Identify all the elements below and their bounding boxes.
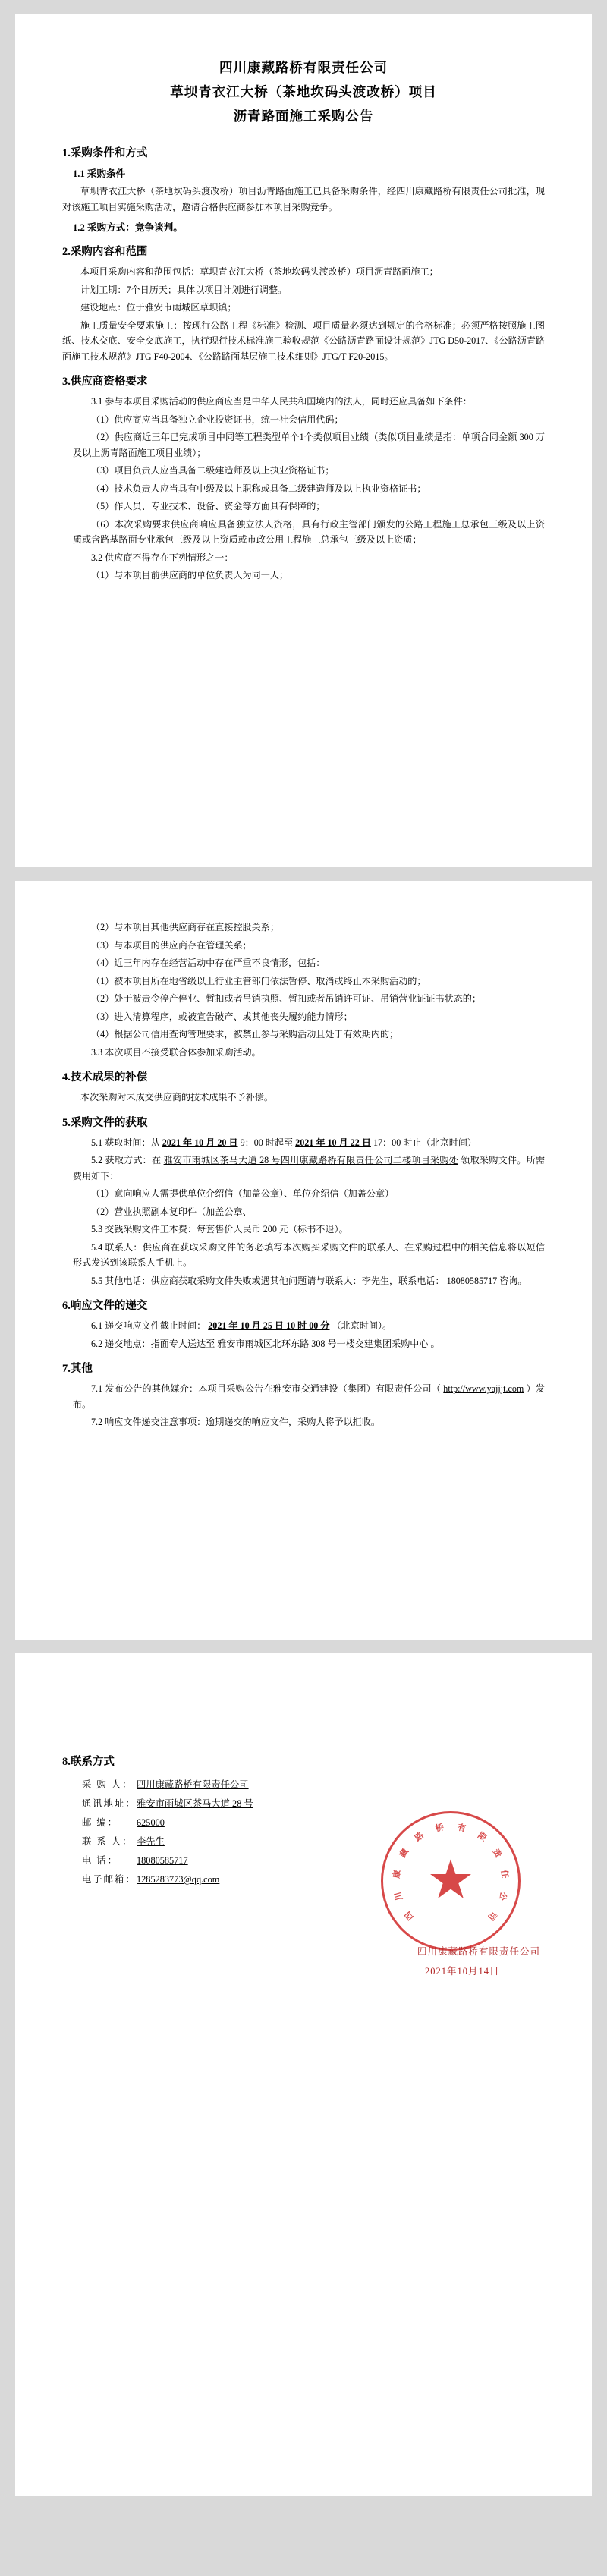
paragraph-2-2: 计划工期：7个日历天；具体以项目计划进行调整。 bbox=[80, 284, 288, 295]
document-page-3 bbox=[15, 1653, 592, 2496]
contact-row-purchaser bbox=[82, 1776, 545, 1794]
paragraph-6-1 bbox=[62, 1318, 545, 1334]
contact-value-purchaser: 四川康藏路桥有限责任公司 bbox=[137, 1779, 249, 1790]
document-page-1 bbox=[15, 14, 592, 867]
subsection-1-2: 1.2 采购方式：竞争谈判。 bbox=[73, 222, 183, 233]
paragraph-3-7: （6）本次采购要求供应商响应具备独立法人资格，具有行政主管部门颁发的公路工程施工总承包三级及以上资质或含路基路面专业承包三级及以上资质或市政公用工程施工总承包三级及以上资质； bbox=[73, 518, 545, 545]
paragraph-5-3: （1）意向响应人需提供单位介绍信（加盖公章）、单位介绍信（加盖公章） bbox=[91, 1188, 395, 1199]
contact-value-phone: 18080585717 bbox=[137, 1855, 188, 1866]
section-heading-8: 8.联系方式 bbox=[62, 1756, 115, 1768]
paragraph-3-4: （3）项目负责人应当具备二级建造师及以上执业资格证书； bbox=[91, 465, 335, 476]
seal-company-line: 四川康藏路桥有限责任公司 bbox=[417, 1946, 541, 1957]
contact-key-postcode: 邮 编： bbox=[82, 1817, 118, 1828]
contact-key-person: 联 系 人： bbox=[82, 1836, 134, 1847]
paragraph-3-14: （2）处于被责令停产停业、暂扣或者吊销执照、暂扣或者吊销许可证、吊销营业证证书状态的； bbox=[91, 993, 481, 1004]
递交截止-prefix: 6.1 递交响应文件截止时间： bbox=[91, 1320, 206, 1331]
发布媒介-url[interactable]: http://www.yajjjt.com bbox=[443, 1383, 524, 1394]
seal-ring-text: 四 川 康 藏 路 桥 有 限 责 任 公 司 bbox=[392, 1823, 510, 1922]
paragraph-5-1 bbox=[62, 1135, 545, 1151]
paragraph-3-6: （5）作人员、专业技术、设备、资金等方面具有保障的； bbox=[91, 501, 326, 511]
paragraph-7-1 bbox=[62, 1381, 545, 1412]
section-heading-7: 7.其他 bbox=[62, 1363, 93, 1375]
获取方式-suffix: 领取采购文件。所需费用如下： bbox=[73, 1155, 545, 1181]
paragraph-3-12: （4）近三年内存在经营活动中存在严重不良情形，包括： bbox=[91, 958, 326, 968]
paragraph-3-5: （4）技术负责人应当具有中级及以上职称或具备二级建造师及以上执业资格证书； bbox=[91, 483, 426, 494]
paragraph-3-1: 3.1 参与本项目采购活动的供应商应当是中华人民共和国境内的法人，同时还应具备如下条件： bbox=[91, 396, 472, 407]
获取时间-mid2: 17：00 时止（北京时间） bbox=[373, 1137, 477, 1148]
contact-key-address: 通讯地址： bbox=[82, 1798, 137, 1809]
paragraph-5-2 bbox=[62, 1153, 545, 1184]
seal-date-line: 2021年10月14日 bbox=[425, 1966, 500, 1977]
contact-key-email: 电子邮箱： bbox=[82, 1874, 137, 1885]
paragraph-5-4: （2）营业执照副本复印件（加盖公章、 bbox=[91, 1206, 252, 1217]
paragraph-3-9: （1）与本项目前供应商的单位负责人为同一人； bbox=[91, 570, 289, 580]
paragraph-3-15: （3）进入清算程序，或被宣告破产、或其他丧失履约能力情形； bbox=[91, 1011, 353, 1022]
title-line-1: 四川康藏路桥有限责任公司 bbox=[219, 60, 388, 75]
获取方式-address: 雅安市雨城区茶马大道 28 号四川康藏路桥有限责任公司二楼项目采购处 bbox=[163, 1155, 459, 1165]
paragraph-3-2: （1）供应商应当具备独立企业投资证书，统一社会信用代码； bbox=[91, 414, 344, 425]
contact-key-purchaser: 采 购 人： bbox=[82, 1779, 134, 1790]
paragraph-2-4: 施工质量安全要求施工：按现行公路工程《标准》检测、项目质量必须达到规定的合格标准；必须严格按照施工图纸、技术交底、安全交底施工，执行现行技术标准施工验收规范《公路沥青路面设计规范》JTG D50-2017、《公路沥青路面施工技术规范》JTG F40-2004、《公路路面基层施工技术细则》JTG/T F20-2015。 bbox=[62, 319, 545, 362]
contact-section bbox=[62, 1754, 545, 1977]
section-heading-1: 1.采购条件和方式 bbox=[62, 147, 148, 159]
其他电话-prefix: 5.5 其他电话：供应商获取采购文件失败或遇其他问题请与联系人：李先生，联系电话： bbox=[91, 1275, 445, 1286]
company-seal-icon bbox=[381, 1811, 521, 1951]
paragraph-3-17: 3.3 本次项目不接受联合体参加采购活动。 bbox=[91, 1046, 261, 1058]
获取时间-start: 2021 年 10 月 20 日 bbox=[162, 1137, 238, 1148]
title-line-3: 沥青路面施工采购公告 bbox=[233, 109, 374, 124]
获取时间-end: 2021 年 10 月 22 日 bbox=[295, 1137, 371, 1148]
获取时间-prefix: 5.1 获取时间：从 bbox=[91, 1137, 160, 1148]
发布媒介-prefix: 7.1 发布公告的其他媒介：本项目采购公告在雅安市交通建设（集团）有限责任公司（ bbox=[91, 1383, 442, 1394]
其他电话-number: 18080585717 bbox=[446, 1275, 498, 1286]
contact-key-phone: 电 话： bbox=[82, 1855, 118, 1866]
paragraph-2-1: 本项目采购内容和范围包括：草坝青衣江大桥（茶地坎码头渡改桥）项目沥青路面施工； bbox=[80, 266, 439, 277]
其他电话-suffix: 咨询。 bbox=[499, 1275, 527, 1286]
contact-value-address: 雅安市雨城区茶马大道 28 号 bbox=[137, 1798, 253, 1809]
递交地点-address: 雅安市雨城区北环东路 308 号一楼交建集团采购中心 bbox=[217, 1338, 429, 1349]
contact-value-person: 李先生 bbox=[137, 1836, 165, 1847]
paragraph-3-16: （4）根据公司信用查询管理要求，被禁止参与采购活动且处于有效期内的； bbox=[91, 1029, 399, 1040]
获取时间-mid1: 9：00 时起至 bbox=[240, 1137, 294, 1148]
paragraph-1-1: 草坝青衣江大桥（茶地坎码头渡改桥）项目沥青路面施工已具备采购条件，经四川康藏路桥有限责任公司批准，现对该施工项目实施采购活动，邀请合格供应商参加本项目采购竞争。 bbox=[62, 186, 545, 212]
section-heading-5: 5.采购文件的获取 bbox=[62, 1116, 148, 1129]
递交地点-suffix: 。 bbox=[430, 1338, 440, 1349]
title-line-2: 草坝青衣江大桥（茶地坎码头渡改桥）项目 bbox=[170, 84, 437, 99]
获取方式-prefix: 5.2 获取方式：在 bbox=[91, 1155, 162, 1165]
seal-star-icon: ★ bbox=[428, 1856, 473, 1905]
paragraph-7-2: 7.2 响应文件递交注意事项：逾期递交的响应文件，采购人将予以拒收。 bbox=[91, 1417, 380, 1427]
发布媒介-suffix: ）发布。 bbox=[73, 1383, 545, 1410]
section-heading-3: 3.供应商资格要求 bbox=[62, 376, 148, 388]
paragraph-4-1: 本次采购对未成交供应商的技术成果不予补偿。 bbox=[80, 1092, 273, 1102]
document-title bbox=[62, 55, 545, 128]
paragraph-6-2 bbox=[62, 1336, 545, 1352]
paragraph-5-7 bbox=[62, 1273, 545, 1289]
paragraph-5-6: 5.4 联系人：供应商在获取采购文件的务必填写本次购买采购文件的联系人、在采购过程中的相关信息将以短信形式发送到该联系人手机上。 bbox=[73, 1241, 545, 1268]
document-page-2 bbox=[15, 881, 592, 1640]
section-heading-4: 4.技术成果的补偿 bbox=[62, 1071, 148, 1084]
subsection-1-1: 1.1 采购条件 bbox=[73, 168, 126, 179]
paragraph-3-11: （3）与本项目的供应商存在管理关系； bbox=[91, 939, 252, 951]
contact-value-email[interactable]: 1285283773@qq.com bbox=[137, 1874, 220, 1885]
paragraph-5-5: 5.3 交钱采购文件工本费：每套售价人民币 200 元（标书不退）。 bbox=[91, 1224, 348, 1235]
paragraph-3-10: （2）与本项目其他供应商存在直接控股关系； bbox=[91, 922, 279, 933]
paragraph-3-3: （2）供应商近三年已完成项目中同等工程类型单个1个类似项目业绩（类似项目业绩是指：单项合同金额 300 万及以上沥青路面施工项目业绩）； bbox=[73, 432, 545, 458]
递交截止-datetime: 2021 年 10 月 25 日 10 时 00 分 bbox=[208, 1320, 330, 1331]
paragraph-2-3: 建设地点：位于雅安市雨城区草坝镇； bbox=[80, 302, 237, 313]
contact-value-postcode: 625000 bbox=[137, 1817, 165, 1828]
section-heading-2: 2.采购内容和范围 bbox=[62, 246, 148, 258]
递交截止-suffix: （北京时间）。 bbox=[332, 1320, 392, 1331]
paragraph-3-13: （1）被本项目所在地省级以上行业主管部门依法暂停、取消或终止本采购活动的； bbox=[91, 975, 426, 986]
递交地点-prefix: 6.2 递交地点：指面专人送达至 bbox=[91, 1338, 215, 1349]
contact-row-address bbox=[82, 1794, 545, 1813]
section-heading-6: 6.响应文件的递交 bbox=[62, 1300, 148, 1312]
paragraph-3-8: 3.2 供应商不得存在下列情形之一： bbox=[91, 552, 234, 563]
